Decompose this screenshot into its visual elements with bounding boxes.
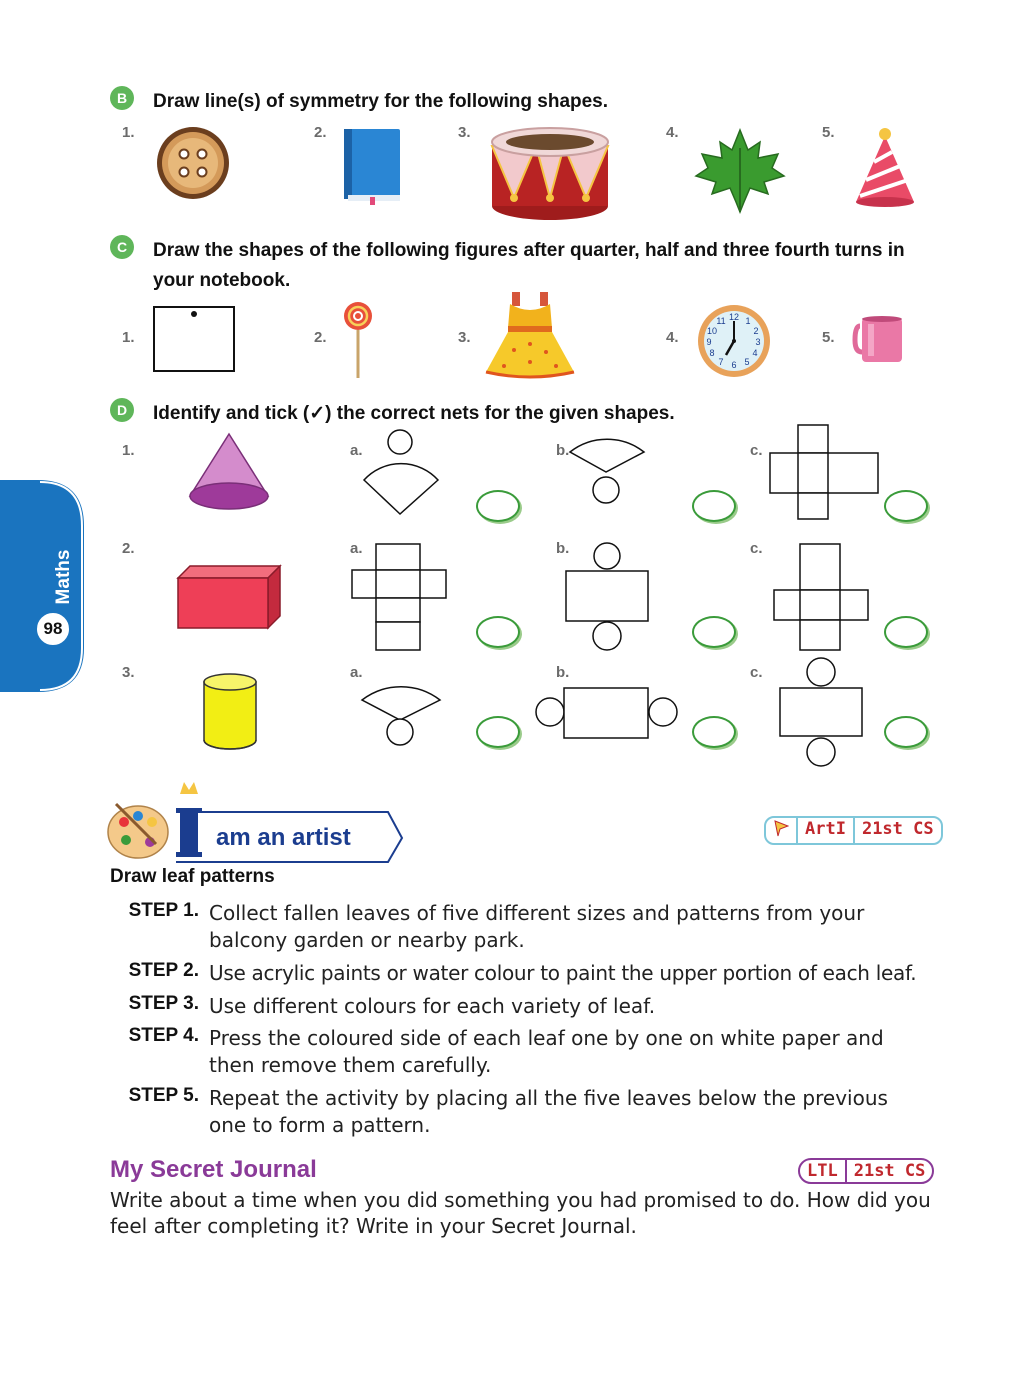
item-number: 2. [314, 329, 327, 346]
svg-text:5: 5 [744, 357, 750, 367]
row-number: 2. [122, 540, 135, 557]
section-badge: D [110, 398, 134, 422]
cuboid-net-a [350, 542, 448, 652]
step-item [110, 993, 950, 1020]
svg-text:6: 6 [731, 360, 737, 370]
section-badge: C [110, 235, 134, 259]
section-b-heading [110, 87, 933, 117]
option-label: c. [750, 540, 763, 557]
button-icon [155, 125, 233, 201]
item-number: 4. [666, 124, 679, 141]
cylinder-net-c [776, 656, 866, 770]
option-label: b. [556, 442, 570, 459]
cylinder-net-b [562, 541, 652, 653]
cone-net-a [360, 428, 442, 518]
subject-label: Maths [53, 549, 74, 605]
step-label: STEP 2. [128, 960, 199, 981]
page-number: 98 [35, 611, 71, 647]
artist-tags [764, 816, 943, 845]
option-label: a. [350, 442, 363, 459]
lollipop-icon [338, 300, 378, 380]
answer-oval[interactable] [884, 490, 928, 522]
item-number: 5. [822, 124, 835, 141]
step-item [110, 1085, 950, 1139]
item-number: 5. [822, 329, 835, 346]
rectangle-with-dot-icon [152, 305, 236, 373]
item-number: 1. [122, 124, 135, 141]
option-label: b. [556, 540, 570, 557]
answer-oval[interactable] [692, 490, 736, 522]
item-number: 4. [666, 329, 679, 346]
svg-text:1: 1 [745, 316, 751, 326]
svg-text:3: 3 [755, 337, 761, 347]
section-instruction: Draw the shapes of the following figures after quarter, half and three fourth turns in your notebook. [153, 240, 905, 291]
option-label: a. [350, 540, 363, 557]
book-icon [340, 125, 406, 207]
activity-title: Draw leaf patterns [110, 866, 275, 887]
frock-icon [484, 290, 576, 382]
maple-leaf-icon [694, 128, 786, 214]
cylinder-icon [200, 672, 260, 752]
journal-tags [798, 1158, 934, 1184]
answer-oval[interactable] [476, 716, 520, 748]
step-label: STEP 5. [128, 1085, 199, 1106]
cone-net-a [358, 678, 444, 748]
drum-icon [488, 124, 612, 222]
flag-icon [766, 818, 798, 843]
cuboid-net-c [768, 423, 880, 521]
step-text: Press the coloured side of each leaf one by one on white paper and then remove them carefully. [209, 1026, 884, 1077]
cuboid-net-c [772, 542, 870, 652]
journal-prompt: Write about a time when you did something you had promised to do. How did you feel after completing it? Write in your Secret Journal. [110, 1188, 931, 1238]
answer-oval[interactable] [476, 616, 520, 648]
svg-text:2: 2 [753, 326, 759, 336]
side-tab [0, 480, 90, 694]
section-instruction: Draw line(s) of symmetry for the following shapes. [153, 91, 609, 112]
answer-oval[interactable] [884, 716, 928, 748]
party-hat-icon [852, 126, 918, 210]
step-label: STEP 3. [128, 993, 199, 1014]
cone-icon [186, 432, 272, 514]
section-c-heading [110, 236, 933, 296]
svg-text:11: 11 [716, 316, 726, 326]
item-number: 3. [458, 329, 471, 346]
row-number: 1. [122, 442, 135, 459]
tag-label: 21st CS [861, 819, 934, 839]
item-number: 2. [314, 124, 327, 141]
journal-heading: My Secret Journal [110, 1156, 317, 1183]
step-text: Repeat the activity by placing all the five leaves below the previous one to form a pattern. [209, 1086, 888, 1137]
svg-text:9: 9 [706, 337, 712, 347]
step-label: STEP 4. [128, 1025, 199, 1046]
section-instruction: Identify and tick (✓) the correct nets for the given shapes. [153, 403, 675, 424]
answer-oval[interactable] [692, 616, 736, 648]
step-item [110, 960, 950, 987]
svg-text:8: 8 [709, 348, 715, 358]
answer-oval[interactable] [476, 490, 520, 522]
tag-label: LTL [800, 1160, 847, 1182]
option-label: c. [750, 664, 763, 681]
step-text: Use acrylic paints or water colour to paint the upper portion of each leaf. [209, 961, 917, 985]
svg-text:7: 7 [718, 357, 724, 367]
section-badge: B [110, 86, 134, 110]
row-number: 3. [122, 664, 135, 681]
cone-net-b [566, 432, 648, 508]
clock-icon [695, 303, 773, 379]
option-label: b. [556, 664, 570, 681]
tag-label: 21st CS [853, 1161, 926, 1181]
svg-text:4: 4 [752, 348, 758, 358]
svg-text:10: 10 [706, 326, 718, 336]
step-text: Use different colours for each variety of leaf. [209, 994, 656, 1018]
svg-text:12: 12 [728, 312, 740, 322]
answer-oval[interactable] [884, 616, 928, 648]
step-item [110, 900, 950, 954]
option-label: c. [750, 442, 763, 459]
item-number: 3. [458, 124, 471, 141]
step-item [110, 1025, 950, 1079]
cuboid-icon [176, 564, 282, 630]
mug-icon [850, 314, 908, 366]
step-label: STEP 1. [128, 900, 199, 921]
option-label: a. [350, 664, 363, 681]
tag-label: ArtI [798, 818, 855, 843]
item-number: 1. [122, 329, 135, 346]
artist-heading: am an artist [216, 824, 351, 851]
answer-oval[interactable] [692, 716, 736, 748]
cylinder-net-b [534, 686, 680, 742]
step-text: Collect fallen leaves of five different sizes and patterns from your balcony garden or nearby park. [209, 901, 865, 952]
